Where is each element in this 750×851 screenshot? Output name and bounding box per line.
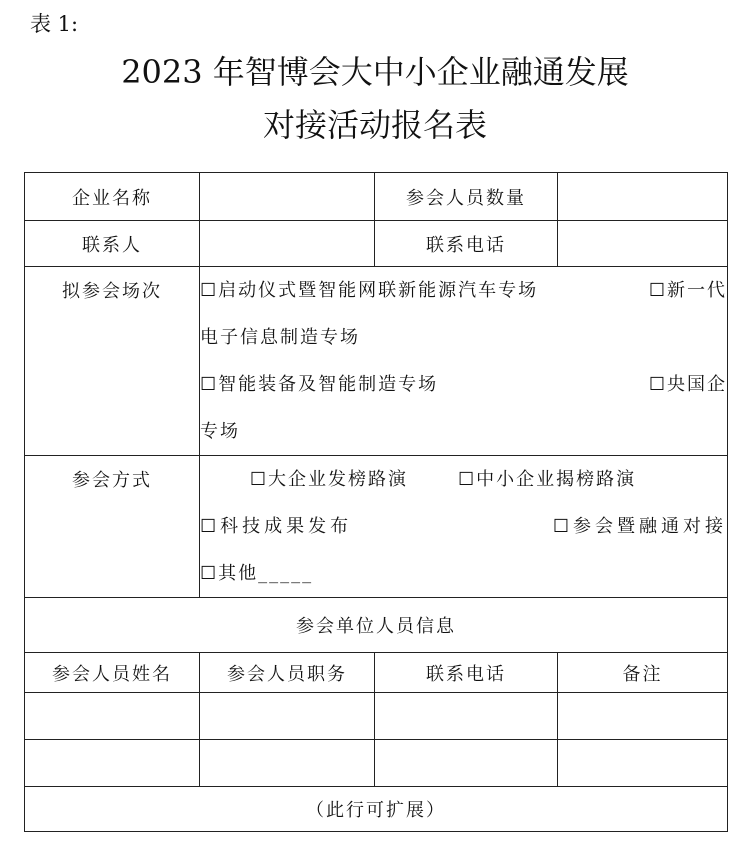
attendee-remarks-cell[interactable] <box>558 693 728 740</box>
attendee-section-title: 参会单位人员信息 <box>25 598 728 653</box>
attendee-phone-cell[interactable] <box>375 693 558 740</box>
document-title-line-1: 2023 年智博会大中小企业融通发展 <box>121 53 629 91</box>
header-attendee-title: 参会人员职务 <box>200 653 375 693</box>
company-name-field[interactable] <box>200 173 375 221</box>
mode-option-tech-release[interactable]: ☐科技成果发布 <box>200 516 353 537</box>
contact-phone-label: 联系电话 <box>375 221 558 267</box>
session-line-2 <box>200 314 727 361</box>
session-label: 拟参会场次 <box>25 267 200 456</box>
mode-line-1 <box>200 456 727 503</box>
session-option-smart-manufacturing[interactable]: ☐智能装备及智能制造专场 <box>200 374 439 395</box>
row-contact <box>25 221 728 267</box>
session-options <box>200 267 728 456</box>
row-session <box>25 267 728 456</box>
row-attendee-headers <box>25 653 728 693</box>
header-attendee-name: 参会人员姓名 <box>25 653 200 693</box>
row-section-title <box>25 598 728 653</box>
session-option-electronics[interactable]: ☐新一代 <box>648 280 727 301</box>
attendee-title-cell[interactable] <box>200 693 375 740</box>
attendee-remarks-cell[interactable] <box>558 740 728 787</box>
contact-phone-field[interactable] <box>558 221 728 267</box>
row-expand-note <box>25 787 728 832</box>
expand-note: （此行可扩展） <box>25 787 728 832</box>
header-remarks: 备注 <box>558 653 728 693</box>
mode-option-matchmaking[interactable]: ☐参会暨融通对接 <box>552 516 727 537</box>
session-option-soe-cont: 专场 <box>200 421 240 442</box>
header-attendee-phone: 联系电话 <box>375 653 558 693</box>
session-option-launch-ev[interactable]: ☐启动仪式暨智能网联新能源汽车专场 <box>200 280 539 301</box>
mode-option-other[interactable]: ☐其他_____ <box>200 563 314 584</box>
session-line-1 <box>200 267 727 314</box>
attendee-row <box>25 693 728 740</box>
attendee-count-field[interactable] <box>558 173 728 221</box>
document-title-line-2: 对接活动报名表 <box>262 106 487 144</box>
mode-option-sme-roadshow[interactable]: ☐中小企业揭榜路演 <box>458 469 637 490</box>
attendee-name-cell[interactable] <box>25 740 200 787</box>
contact-label: 联系人 <box>25 221 200 267</box>
attendee-title-cell[interactable] <box>200 740 375 787</box>
session-option-electronics-cont: 电子信息制造专场 <box>200 327 360 348</box>
row-mode <box>25 456 728 598</box>
mode-line-2 <box>200 503 727 550</box>
mode-option-large-enterprise-roadshow[interactable]: ☐大企业发榜路演 <box>249 469 409 490</box>
mode-line-3 <box>200 550 727 597</box>
session-option-soe[interactable]: ☐央国企 <box>648 374 727 395</box>
mode-label: 参会方式 <box>25 456 200 598</box>
session-line-4 <box>200 408 727 455</box>
row-company <box>25 173 728 221</box>
session-line-3 <box>200 361 727 408</box>
attendee-row <box>25 740 728 787</box>
table-label: 表 1: <box>30 12 79 36</box>
mode-options <box>200 456 728 598</box>
company-name-label: 企业名称 <box>25 173 200 221</box>
contact-field[interactable] <box>200 221 375 267</box>
attendee-name-cell[interactable] <box>25 693 200 740</box>
attendee-count-label: 参会人员数量 <box>375 173 558 221</box>
registration-form-table <box>24 172 728 832</box>
attendee-phone-cell[interactable] <box>375 740 558 787</box>
